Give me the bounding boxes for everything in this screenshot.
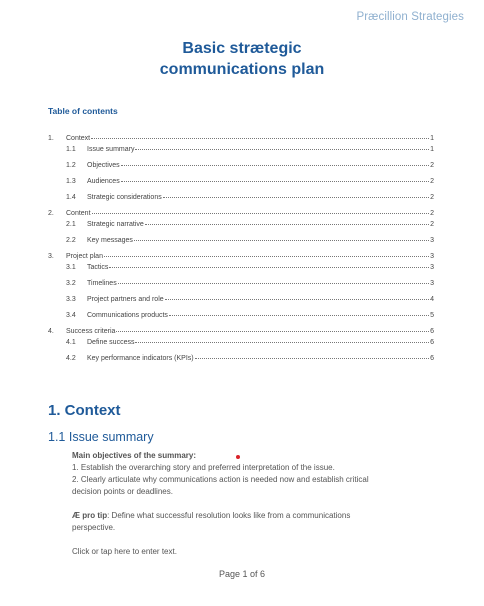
pro-tip-line-2: perspective. [72,523,116,532]
objectives-label: Main objectives of the summary: [72,451,197,460]
toc-entry-page: 1 [430,146,434,153]
objective-1: 1. Establish the overarching story and preferred interpretation of the issue. [72,463,335,472]
toc-entry-number: 1.4 [66,194,76,201]
toc-leader-dots [92,206,430,214]
toc-entry-number: 4. [48,328,54,335]
toc-entry-page: 2 [430,221,434,228]
toc-entry[interactable] [66,143,434,154]
toc-entry-number: 3.3 [66,296,76,303]
toc-leader-dots [109,260,429,268]
toc-leader-dots [91,131,429,139]
toc-entry-number: 1. [48,135,54,142]
toc-leader-dots [104,249,429,257]
toc-entry-number: 3.4 [66,312,76,319]
toc-entry[interactable] [66,261,434,272]
toc-leader-dots [145,217,429,225]
page-number: Page 1 of 6 [218,569,266,579]
toc-entry-label: Timelines [87,280,117,287]
toc-entry-label: Success criteria [66,328,116,335]
toc-entry-label: Define success [87,339,135,346]
toc-entry-page: 6 [430,328,434,335]
toc-entry-page: 2 [430,194,434,201]
pro-tip-line-1 [72,510,422,522]
title-line-2: communications plan [159,61,325,78]
toc-entry[interactable] [66,277,434,288]
toc-leader-dots [163,190,429,198]
title-line-1: Basic strætegic [182,40,302,57]
toc-leader-dots [135,142,429,150]
toc-entry[interactable] [66,352,434,363]
toc-entry-label: Strategic narrative [87,221,144,228]
toc-entry-label: Content [66,210,91,217]
toc-entry-label: Context [66,135,91,142]
toc-entry-label: Strategic considerations [87,194,162,201]
toc-heading: Table of contents [48,106,118,116]
toc-entry-label: Communications products [87,312,168,319]
toc-entry[interactable] [66,191,434,202]
document-title [0,38,484,80]
toc-entry-page: 4 [430,296,434,303]
text-entry-placeholder[interactable]: Click or tap here to enter text. [72,547,177,556]
toc-entry-page: 2 [430,162,434,169]
toc-entry[interactable] [66,336,434,347]
toc-entry[interactable] [66,234,434,245]
toc-entry-number: 1.1 [66,146,76,153]
toc-leader-dots [121,174,429,182]
toc-entry[interactable] [66,309,434,320]
toc-entry-number: 2.1 [66,221,76,228]
toc-entry-page: 3 [430,253,434,260]
toc-leader-dots [118,276,429,284]
toc-entry-label: Key performance indicators (KPIs) [87,355,194,362]
toc-entry-number: 4.1 [66,339,76,346]
toc-entry-label: Issue summary [87,146,135,153]
toc-entry-label: Project partners and role [87,296,164,303]
toc-entry-number: 1.2 [66,162,76,169]
toc-entry-page: 3 [430,280,434,287]
toc-entry-number: 3.2 [66,280,76,287]
toc-entry[interactable] [66,159,434,170]
toc-entry-label: Audiences [87,178,120,185]
toc-entry-page: 5 [430,312,434,319]
subsection-heading-issue-summary: 1.1 Issue summary [48,430,154,444]
toc-entry-number: 3.1 [66,264,76,271]
toc-leader-dots [135,335,429,343]
toc-entry-page: 2 [430,210,434,217]
toc-entry[interactable] [66,218,434,229]
pro-tip-label: Æ pro tip [72,511,108,520]
objective-2-line-1: 2. Clearly articulate why communications action is needed now and establish critical [72,475,369,484]
toc-leader-dots [134,233,429,241]
toc-entry-page: 6 [430,355,434,362]
toc-entry-page: 6 [430,339,434,346]
toc-entry-number: 2. [48,210,54,217]
toc-leader-dots [165,292,429,300]
toc-entry-number: 3. [48,253,54,260]
toc-entry[interactable] [66,293,434,304]
toc-entry-label: Objectives [87,162,120,169]
toc-entry[interactable] [66,175,434,186]
toc-entry-number: 4.2 [66,355,76,362]
toc-entry-label: Project plan [66,253,103,260]
pro-tip-text: : Define what successful resolution looks like from a communications [107,511,351,520]
toc-entry-label: Key messages [87,237,133,244]
toc-entry-number: 2.2 [66,237,76,244]
toc-leader-dots [121,158,429,166]
toc-entry-number: 1.3 [66,178,76,185]
toc-leader-dots [169,308,429,316]
toc-entry-page: 1 [430,135,434,142]
issue-summary-body [72,450,422,558]
toc-entry-page: 3 [430,237,434,244]
toc-leader-dots [195,351,429,359]
toc-entry-page: 3 [430,264,434,271]
toc-leader-dots [116,324,429,332]
header-brand: Præcillion Strategies [356,11,464,23]
toc-entry-label: Tactics [87,264,109,271]
section-heading-context: 1. Context [48,402,121,419]
toc-entry-page: 2 [430,178,434,185]
objective-2-line-2: decision points or deadlines. [72,487,173,496]
